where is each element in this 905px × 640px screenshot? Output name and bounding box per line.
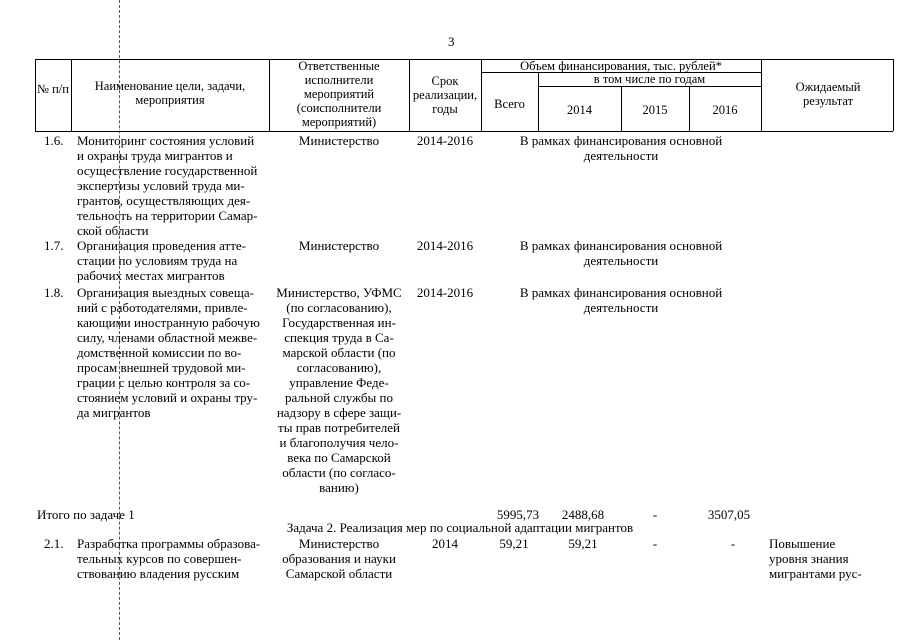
row-responsible: Министерство [298,133,380,148]
header-by-years: в том числе по годам [593,72,706,86]
row-responsible: Министерство образования и науки Самарской области [282,536,396,581]
row-term: 2014-2016 [416,133,474,148]
header-num: № п/п [37,82,69,96]
row-2016: - [730,536,736,551]
header-responsible: Ответственные исполнители мероприятий (соисполнители мероприятий) [296,59,382,129]
total-label: Итого по задаче 1 [37,507,135,522]
row-funding-note: В рамках финансирования основной деятельности [519,238,723,268]
row-responsible: Министерство, УФМС (по согласованию), Государственная ин- спекция труда в Са- марской области (по согласованию), управление Федe- ральной службы по надзору в сфере защи- ты прав потребителей и благополучия чело- века по Самарской области (по согласо- ванию) [276,285,402,495]
row-term: 2014 [432,536,458,551]
header-total: Всего [494,97,525,111]
header-funding: Объем финансирования, тыс. рублей* [520,59,722,73]
header-name: Наименование цели, задачи, мероприятия [94,79,246,107]
page-number: 3 [448,34,455,49]
row-number: 1.8. [44,285,64,300]
row-2014: 59,21 [568,536,598,551]
task-heading: Задача 2. Реализация мер по социальной адаптации мигрантов [286,520,634,535]
row-number: 1.7. [44,238,64,253]
row-total: 59,21 [499,536,529,551]
header-year-2016: 2016 [712,103,738,117]
row-name: Мониторинг состояния условий и охраны труда мигрантов и осуществление государственной экспертизы условий труда ми- грантов, осуществляющих дея- тельность на территории Самар- ской области [77,133,258,238]
row-name: Организация выездных совеща- ний с работодателями, привле- кающими иностранную рабочую силу, членами областной межве- домственной комиссии по во- просам внешней трудовой ми- грации с целью контроля за со- стоянием условий и охраны тру- да мигрантов [77,285,260,420]
header-result: Ожидаемый результат [795,80,861,108]
row-result: Повышение уровня знания мигрантами рус- [769,536,862,581]
row-responsible: Министерство [298,238,380,253]
row-funding-note: В рамках финансирования основной деятельности [519,133,723,163]
row-number: 1.6. [44,133,64,148]
header-year-2015: 2015 [642,103,668,117]
row-funding-note: В рамках финансирования основной деятельности [519,285,723,315]
total-2016: 3507,05 [707,507,751,522]
header-year-2014: 2014 [567,103,592,117]
total-2014: 2488,68 [561,507,605,522]
total-2015: - [652,507,658,522]
row-2015: - [652,536,658,551]
row-name: Разработка программы образова- тельных курсов по совершен- ствованию владения русским [77,536,261,581]
row-term: 2014-2016 [416,285,474,300]
row-number: 2.1. [44,536,64,551]
row-term: 2014-2016 [416,238,474,253]
header-term: Срок реализации, годы [412,74,478,116]
total-sum: 5995,73 [496,507,540,522]
row-name: Организация проведения атте- стации по условиям труда на рабочих местах мигрантов [77,238,246,283]
